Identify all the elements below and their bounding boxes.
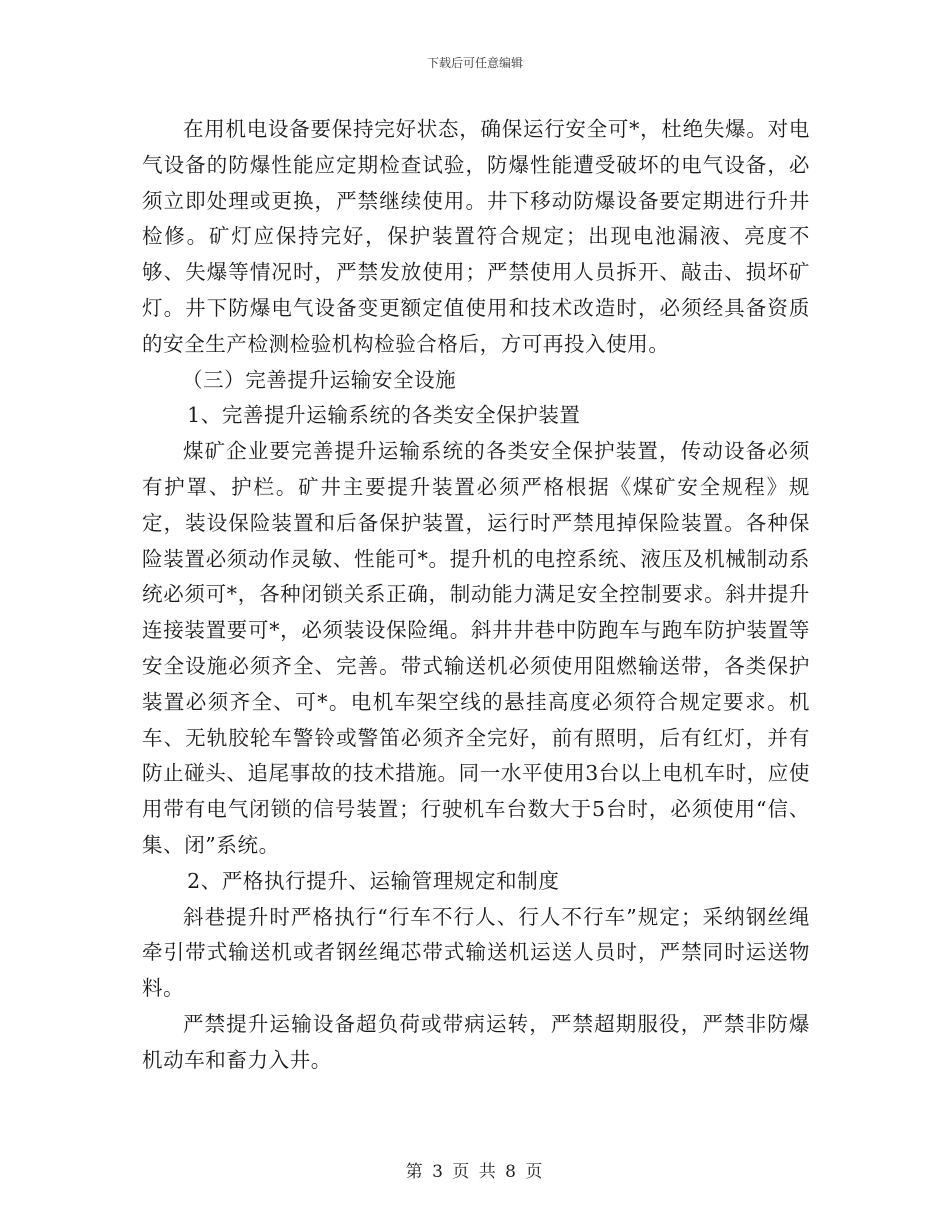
- document-body: [142, 112, 810, 1079]
- subsection-heading-2: 2、严格执行提升、运输管理规定和制度: [187, 868, 560, 893]
- section-heading: （三）完善提升运输安全设施: [181, 367, 457, 392]
- paragraph-overload-ban: 严禁提升运输设备超负荷或带病运转，严禁超期服役，严禁非防爆机动车和畜力入井。: [142, 1011, 810, 1072]
- page-header: 下载后可任意编辑: [426, 56, 523, 70]
- paragraph-protection-devices: 煤矿企业要完善提升运输系统的各类安全保护装置，传动设备必须有护罩、护栏。矿井主要提升装置必须严格根据《煤矿安全规程》规定，装设保险装置和后备保护装置，运行时严禁甩掉保险装置。各种保险装置必须动作灵敏、性能可*。提升机的电控系统、液压及机械制动系统必须可*，各种闭锁关系正确，制动能力满足安全控制要求。斜井提升连接装置要可*，必须装设保险绳。斜井井巷中防跑车与跑车防护装置等安全设施必须齐全、完善。带式输送机必须使用阻燃输送带，各类保护装置必须齐全、可*。电机车架空线的悬挂高度必须符合规定要求。机车、无轨胶轮车警铃或警笛必须齐全完好，前有照明，后有红灯，并有防止碰头、追尾事故的技术措施。同一水平使用3台以上电机车时，应使用带有电气闭锁的信号装置；行驶机车台数大于5台时，必须使用“信、集、闭”系统。: [142, 439, 810, 857]
- page-number: 第 3 页 共 8 页: [405, 1162, 545, 1182]
- paragraph-equipment: 在用机电设备要保持完好状态，确保运行安全可*，杜绝失爆。对电气设备的防爆性能应定期检查试验，防爆性能遭受破坏的电气设备，必须立即处理或更换，严禁继续使用。井下移动防爆设备要定期进行升井检修。矿灯应保持完好，保护装置符合规定；出现电池漏液、亮度不够、失爆等情况时，严禁发放使用；严禁使用人员拆开、敲击、损坏矿灯。井下防爆电气设备变更额定值使用和技术改造时，必须经具备资质的安全生产检测检验机构检验合格后，方可再投入使用。: [142, 117, 810, 356]
- subsection-heading-1: 1、完善提升运输系统的各类安全保护装置: [187, 403, 581, 428]
- paragraph-incline-rules: 斜巷提升时严格执行“行车不行人、行人不行车”规定；采纳钢丝绳牵引带式输送机或者钢丝绳芯带式输送机运送人员时，严禁同时运送物料。: [142, 904, 810, 1001]
